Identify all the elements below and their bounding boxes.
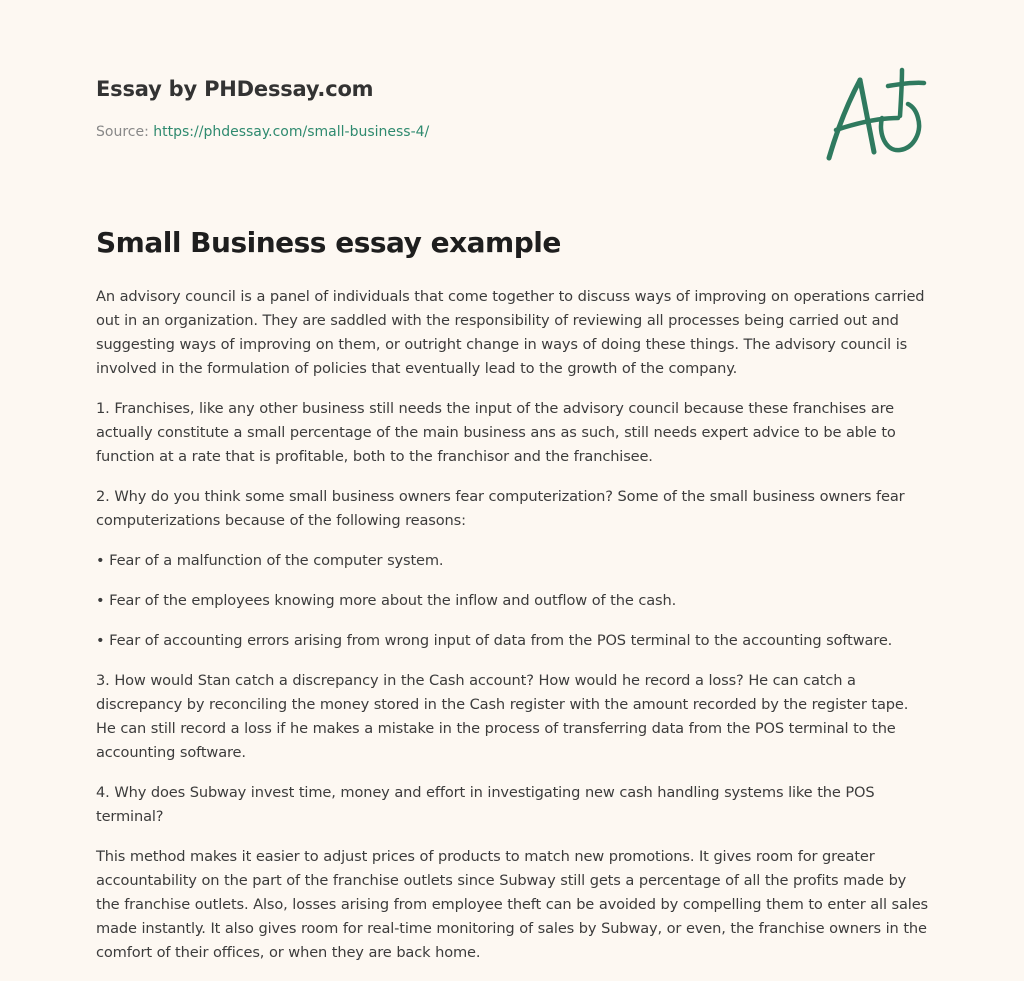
- paragraph-4: 4. Why does Subway invest time, money and effort in investigating new cash handling systems like the POS terminal?: [96, 784, 875, 825]
- bullet-item: • Fear of accounting errors arising from wrong input of data from the POS terminal to the accounting software.: [96, 632, 893, 649]
- site-title: Essay by PHDessay.com: [96, 77, 374, 101]
- paragraph-1: 1. Franchises, like any other business still needs the input of the advisory council because these franchises are actually constitute a small percentage of the main business ans as such, still needs expert advice to be able to function at a rate that is profitable, both to the franchisor and the franchisee.: [96, 400, 896, 465]
- bullet-item: • Fear of a malfunction of the computer system.: [96, 552, 444, 569]
- paragraph-conclusion: This method makes it easier to adjust prices of products to match new promotions. It gives room for greater accountability on the part of the franchise outlets since Subway still gets a percentage of all the profits made by the franchise outlets. Also, losses arising from employee theft can be avoided by compelling them to enter all sales made instantly. It also gives room for real-time monitoring of sales by Subway, or even, the franchise owners in the comfort of their offices, or when they are back home.: [96, 848, 928, 961]
- essay-title: Small Business essay example: [96, 226, 561, 259]
- paragraph-2: 2. Why do you think some small business owners fear computerization? Some of the small business owners fear computerizations because of the following reasons:: [96, 488, 905, 529]
- source-link[interactable]: https://phdessay.com/small-business-4/: [153, 124, 430, 140]
- source-line: [96, 124, 429, 140]
- a-plus-logo-icon: [820, 66, 930, 166]
- paragraph-intro: An advisory council is a panel of individuals that come together to discuss ways of improving on operations carried out in an organization. They are saddled with the responsibility of reviewing all processes being carried out and suggesting ways of improving on them, or outright change in ways of doing these things. The advisory council is involved in the formulation of policies that eventually lead to the growth of the company.: [96, 288, 925, 377]
- bullet-item: • Fear of the employees knowing more about the inflow and outflow of the cash.: [96, 592, 677, 609]
- source-label: Source:: [96, 124, 149, 140]
- paragraph-3: 3. How would Stan catch a discrepancy in the Cash account? How would he record a loss? He can catch a discrepancy by reconciling the money stored in the Cash register with the amount recorded by the register tape. He can still record a loss if he makes a mistake in the process of transferring data from the POS terminal to the accounting software.: [96, 672, 909, 761]
- essay-body: [96, 285, 928, 981]
